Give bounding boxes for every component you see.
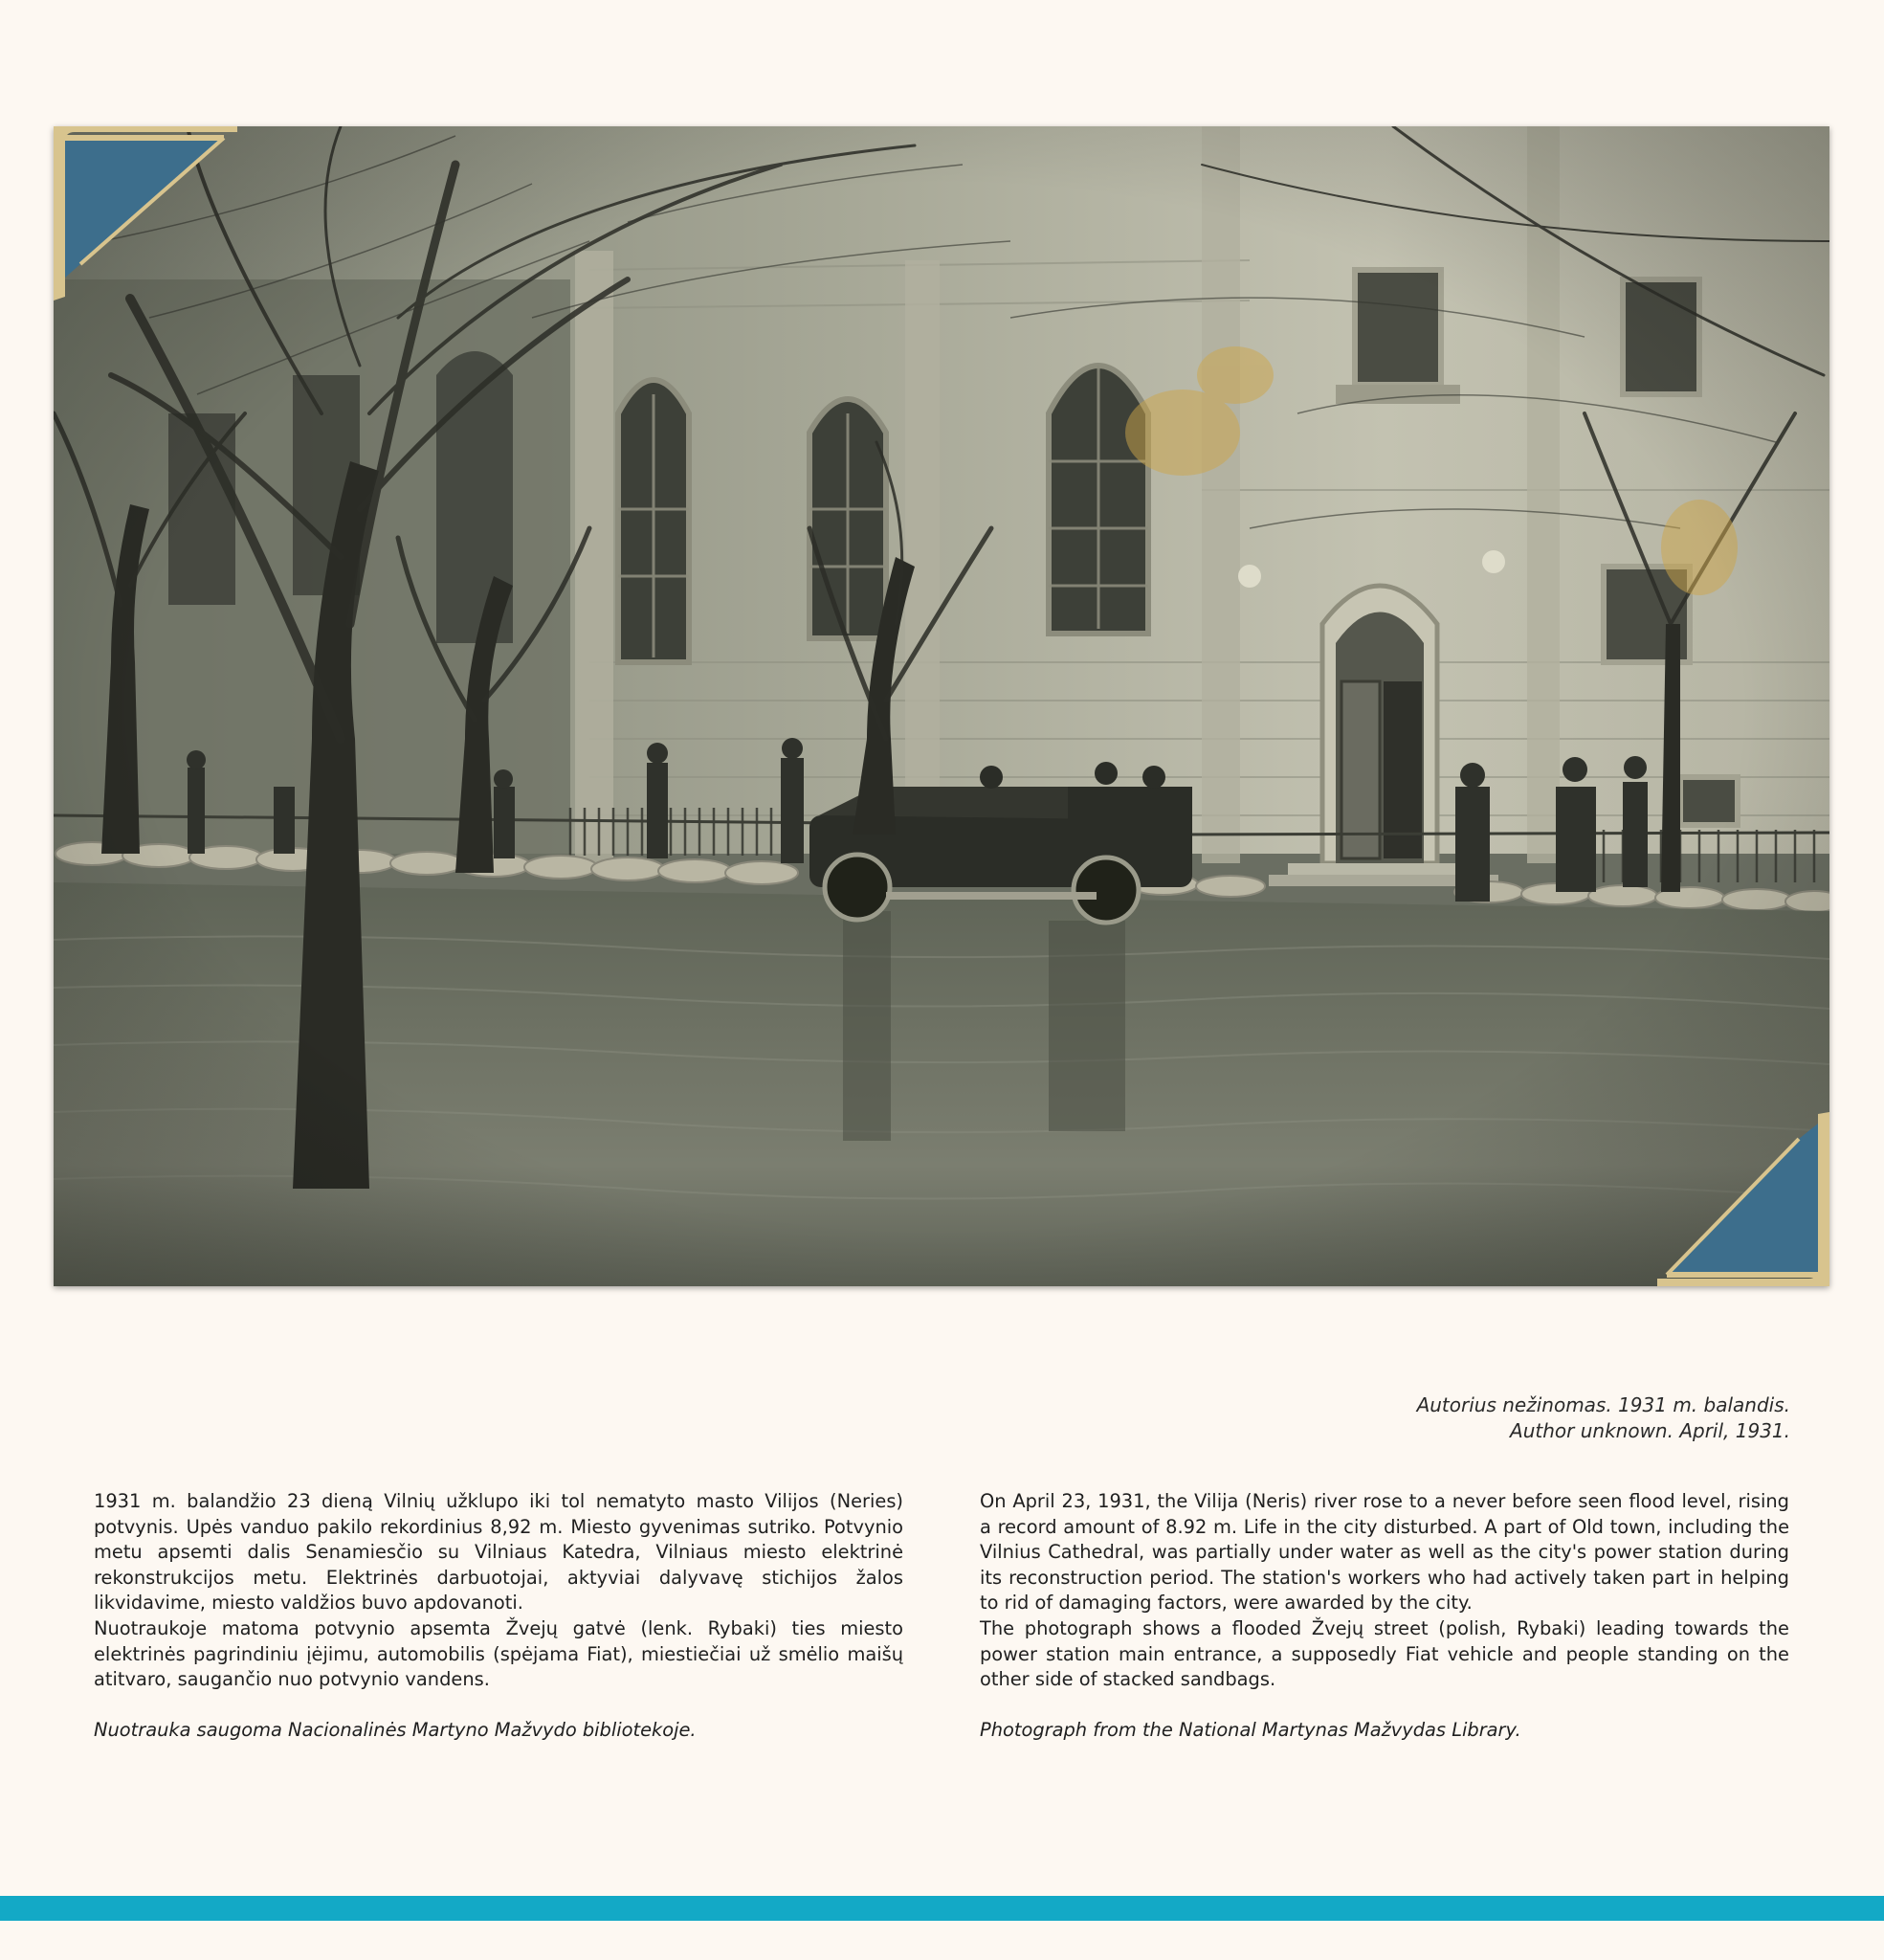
- en-paragraph-1: On April 23, 1931, the Vilija (Neris) river rose to a never before seen flood level, rising a record amount of 8.92 m. Life in the city disturbed. A part of Old town, including the Vilnius Cathedral, was partially under water as well as the city's power station during its reconstruction period. The station's workers who had actively taken part in helping to rid of damaging factors, were awarded by the city.: [980, 1490, 1789, 1615]
- description-lithuanian: [94, 1489, 903, 1744]
- credit-lt: Autorius nežinomas. 1931 m. balandis.: [1416, 1393, 1790, 1416]
- lt-source-note: Nuotrauka saugoma Nacionalinės Martyno Mažvydo bibliotekoje.: [94, 1719, 697, 1742]
- credit-en: Author unknown. April, 1931.: [1510, 1419, 1790, 1442]
- flooded-street-scene: [54, 126, 1829, 1286]
- description-english: [980, 1489, 1789, 1744]
- photo-corner-bottom-right: [1653, 1110, 1831, 1288]
- lt-paragraph-2: Nuotraukoje matoma potvynio apsemta Žvejų gatvė (lenk. Rybaki) ties miesto elektrinės pagrindiniu įėjimu, automobilis (spėjama Fiat), miestiečiai už smėlio maišų atitvaro, saugančio nuo potvynio vandens.: [94, 1616, 903, 1691]
- accent-band: [0, 1896, 1884, 1921]
- photo-corner-top-left: [52, 124, 239, 302]
- photo-credit: [1417, 1392, 1790, 1444]
- lt-paragraph-1: 1931 m. balandžio 23 dieną Vilnių užklupo iki tol nematyto masto Vilijos (Neries) potvynis. Upės vanduo pakilo rekordinius 8,92 m. Miesto gyvenimas sutriko. Potvynio metu apsemti dalis Senamiesčio su Vilniaus Katedra, Vilniaus miesto elektrinė rekonstrukcijos metu. Elektrinės darbuotojai, aktyviai dalyvavę stichijos žalos likvidavime, miesto valdžios buvo apdovanoti.: [94, 1490, 903, 1615]
- en-source-note: Photograph from the National Martynas Mažvydas Library.: [980, 1719, 1521, 1742]
- en-paragraph-2: The photograph shows a flooded Žvejų street (polish, Rybaki) leading towards the power station main entrance, a supposedly Fiat vehicle and people standing on the other side of stacked sandbags.: [980, 1616, 1789, 1691]
- historical-photograph: [54, 126, 1829, 1286]
